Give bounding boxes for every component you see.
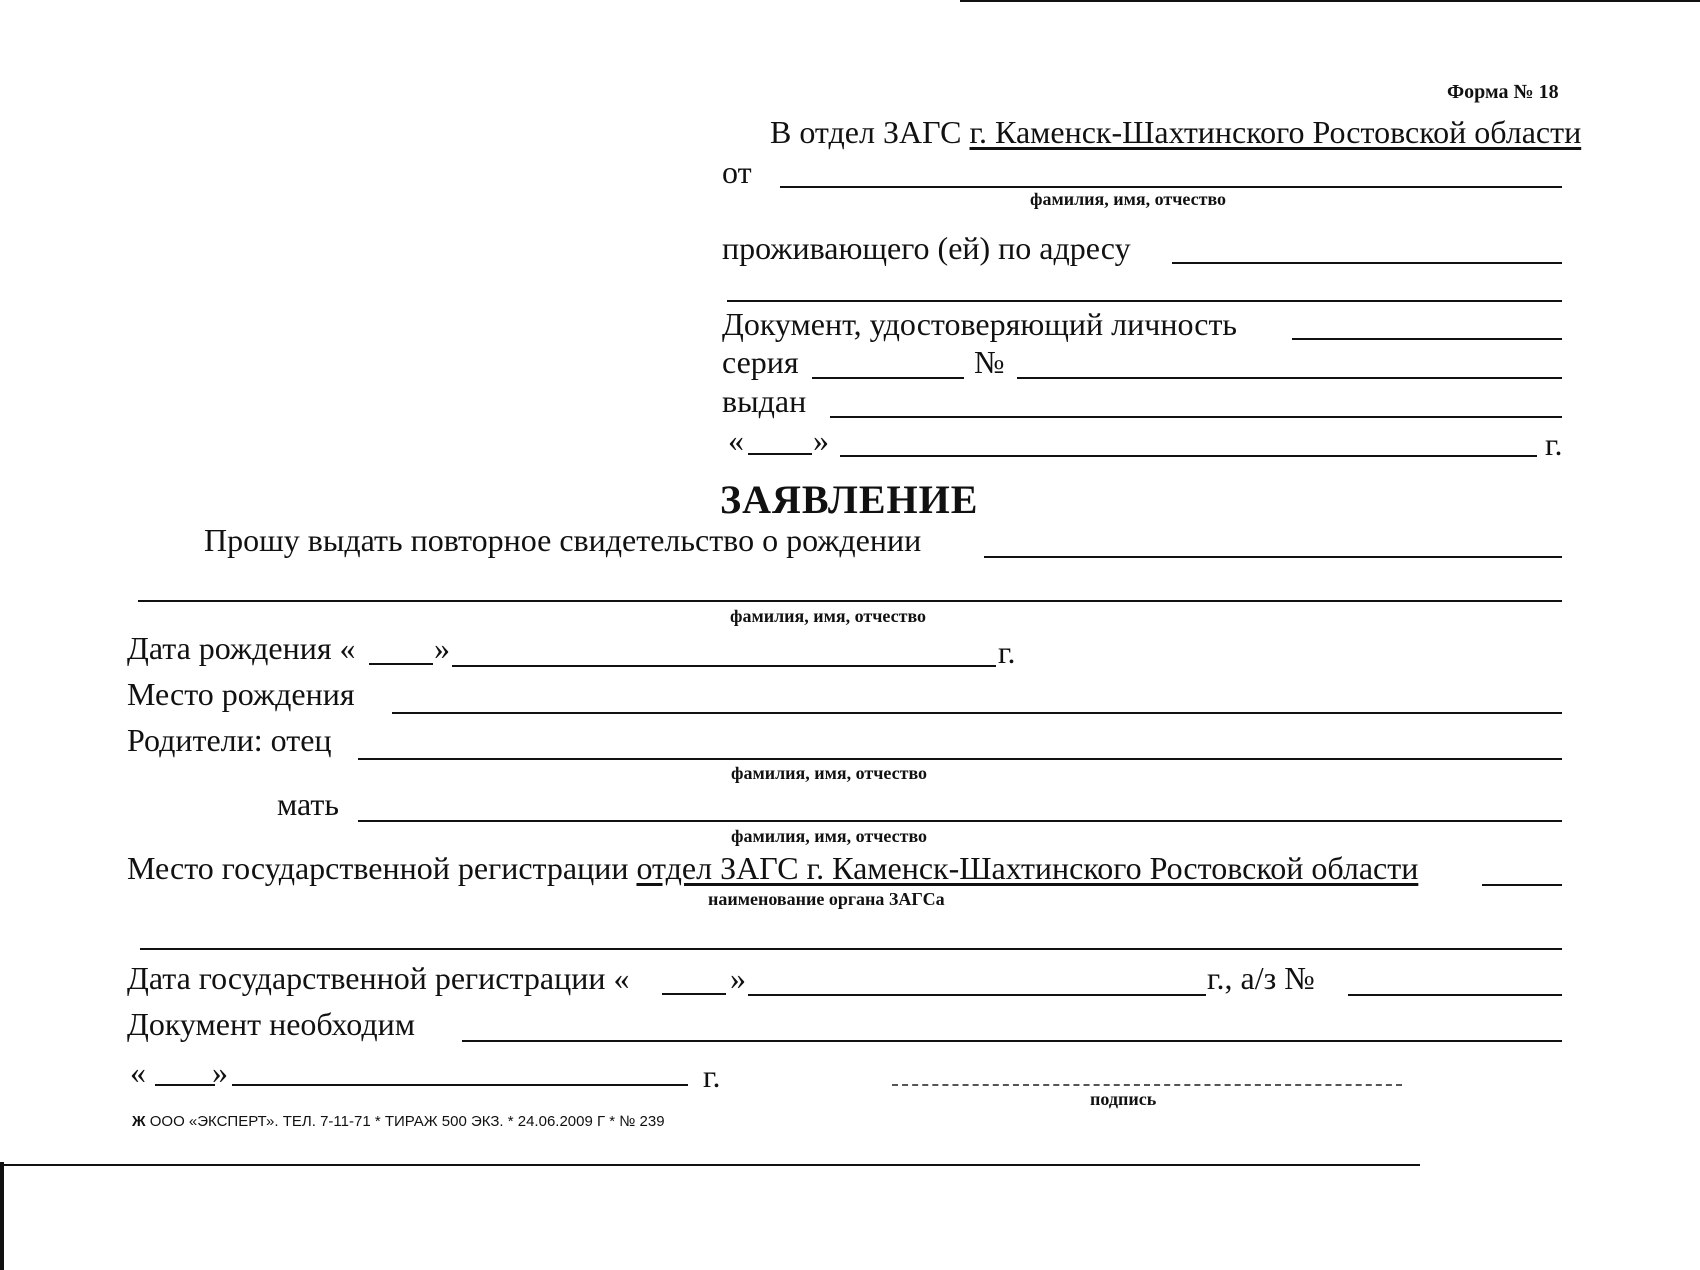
series-label: серия bbox=[722, 344, 799, 380]
father-field[interactable] bbox=[358, 758, 1562, 760]
address-field-2[interactable] bbox=[727, 300, 1562, 302]
scan-edge-top bbox=[960, 0, 1700, 2]
issue-month-year-field[interactable] bbox=[840, 455, 1537, 457]
issue-year-suffix: г. bbox=[1545, 426, 1563, 462]
issue-day-field[interactable] bbox=[748, 453, 812, 455]
birth-date-close-quote: » bbox=[434, 630, 450, 666]
id-document-label: Документ, удостоверяющий личность bbox=[722, 306, 1238, 342]
issue-date-close-quote: » bbox=[813, 422, 829, 458]
number-label: № bbox=[974, 344, 1005, 380]
registration-place-label: Место государственной регистрации bbox=[127, 850, 629, 886]
scan-edge-bottom bbox=[0, 1164, 1420, 1166]
birth-year-suffix: г. bbox=[998, 634, 1016, 670]
birth-date-label bbox=[127, 632, 356, 664]
series-field[interactable] bbox=[812, 377, 964, 379]
issue-date-open-quote: « bbox=[728, 422, 744, 458]
registration-date-open-quote: « bbox=[613, 960, 630, 996]
birth-day-field[interactable] bbox=[369, 663, 433, 665]
recipient-prefix: В отдел ЗАГС bbox=[770, 114, 962, 150]
from-name-field[interactable] bbox=[780, 186, 1562, 188]
registration-date-label-text: Дата государственной регистрации bbox=[127, 960, 606, 996]
registration-date-label bbox=[127, 962, 629, 994]
document-needed-label: Документ необходим bbox=[127, 1006, 415, 1042]
document-needed-field[interactable] bbox=[462, 1040, 1562, 1042]
issued-field[interactable] bbox=[830, 416, 1562, 418]
recipient-office bbox=[770, 116, 1581, 148]
registration-place-tail bbox=[1482, 884, 1562, 886]
signature-caption: подпись bbox=[1090, 1089, 1157, 1109]
registration-date-close-quote: » bbox=[730, 960, 746, 996]
birth-date-label-text: Дата рождения bbox=[127, 630, 332, 666]
printer-footer bbox=[132, 1114, 665, 1129]
recipient-office-name: г. Каменск-Шахтинского Ростовской области bbox=[969, 114, 1582, 150]
registration-place-caption: наименование органа ЗАГСа bbox=[708, 889, 945, 909]
application-date-close-quote: » bbox=[212, 1054, 228, 1090]
request-text: Прошу выдать повторное свидетельство о рождении bbox=[204, 522, 922, 558]
registration-place-field-2[interactable] bbox=[140, 948, 1562, 950]
application-month-year-field[interactable] bbox=[232, 1084, 688, 1086]
father-caption: фамилия, имя, отчество bbox=[731, 763, 928, 783]
application-year-suffix: г. bbox=[703, 1058, 721, 1094]
father-label: Родители: отец bbox=[127, 722, 332, 758]
birth-place-field[interactable] bbox=[392, 712, 1562, 714]
id-document-field[interactable] bbox=[1292, 338, 1562, 340]
birth-date-open-quote: « bbox=[339, 630, 356, 666]
application-date-open-quote: « bbox=[130, 1054, 146, 1090]
printer-mark: Ж bbox=[132, 1113, 146, 1130]
signature-field[interactable] bbox=[892, 1084, 1402, 1086]
record-number-label: г., а/з № bbox=[1207, 960, 1315, 996]
request-name-caption: фамилия, имя, отчество bbox=[730, 606, 927, 626]
birth-month-year-field[interactable] bbox=[452, 665, 996, 667]
from-label: от bbox=[722, 154, 752, 190]
request-name-field-2[interactable] bbox=[138, 600, 1562, 602]
application-day-field[interactable] bbox=[155, 1084, 215, 1086]
mother-field[interactable] bbox=[358, 820, 1562, 822]
registration-day-field[interactable] bbox=[662, 993, 726, 995]
issued-label: выдан bbox=[722, 383, 807, 419]
record-number-field[interactable] bbox=[1348, 994, 1562, 996]
registration-month-year-field[interactable] bbox=[748, 994, 1206, 996]
scan-edge-left bbox=[0, 1162, 4, 1270]
address-label: проживающего (ей) по адресу bbox=[722, 230, 1131, 266]
form-number: Форма № 18 bbox=[1447, 81, 1559, 103]
from-name-caption: фамилия, имя, отчество bbox=[1030, 189, 1227, 209]
request-name-field[interactable] bbox=[984, 556, 1562, 558]
address-field[interactable] bbox=[1172, 262, 1562, 264]
registration-place bbox=[127, 852, 1418, 884]
printer-info: ООО «ЭКСПЕРТ». ТЕЛ. 7-11-71 * ТИРАЖ 500 ЭКЗ. * 24.06.2009 Г * № 239 bbox=[149, 1113, 665, 1130]
mother-caption: фамилия, имя, отчество bbox=[731, 826, 928, 846]
mother-label: мать bbox=[277, 786, 339, 822]
birth-place-label: Место рождения bbox=[127, 676, 355, 712]
number-field[interactable] bbox=[1017, 377, 1562, 379]
document-title: ЗАЯВЛЕНИЕ bbox=[720, 477, 979, 522]
registration-place-value: отдел ЗАГС г. Каменск-Шахтинского Ростовской области bbox=[636, 850, 1419, 886]
